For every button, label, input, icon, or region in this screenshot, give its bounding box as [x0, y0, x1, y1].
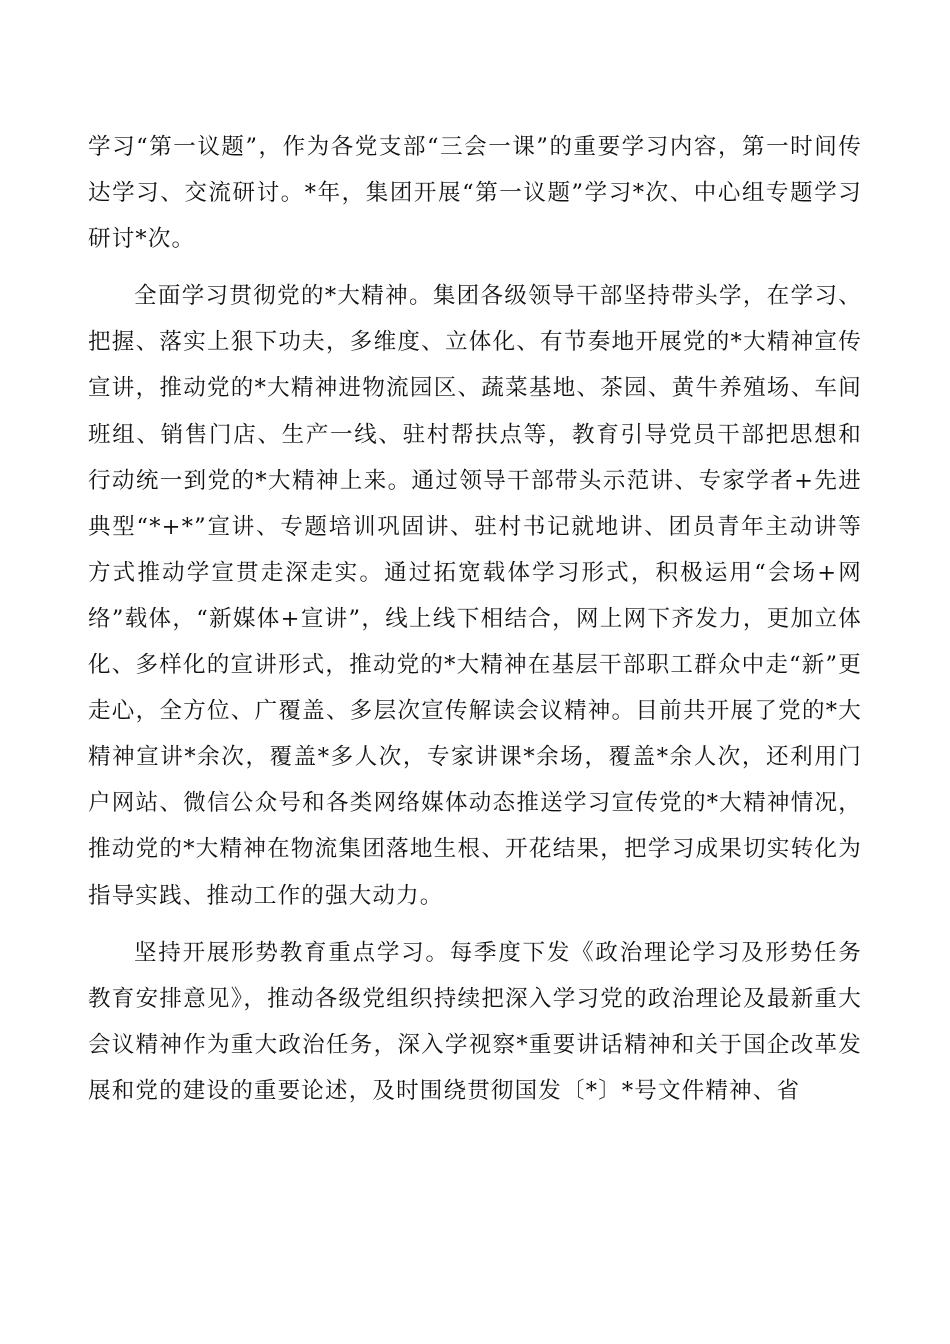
paragraph-party-congress-study: 全面学习贯彻党的*大精神。集团各级领导干部坚持带头学，在学习、把握、落实上狠下功夫，多维度、立体化、有节奏地开展党的*大精神宣传宣讲，推动党的*大精神进物流园区、蔬菜基地、茶园、黄牛养殖场、车间班组、销售门店、生产一线、驻村帮扶点等，教育引导党员干部把思想和行动统一到党的*大精神上来。通过领导干部带头示范讲、专家学者+先进典型“*+*”宣讲、专题培训巩固讲、驻村书记就地讲、团员青年主动讲等方式推动学宣贯走深走实。通过拓宽载体学习形式，积极运用“会场+网络”载体，“新媒体+宣讲”，线上线下相结合，网上网下齐发力，更加立体化、多样化的宣讲形式，推动党的*大精神在基层干部职工群众中走“新”更走心，全方位、广覆盖、多层次宣传解读会议精神。目前共开展了党的*大精神宣讲*余次，覆盖*多人次，专家讲课*余场，覆盖*余人次，还利用门户网站、微信公众号和各类网络媒体动态推送学习宣传党的*大精神情况，推动党的*大精神在物流集团落地生根、开花结果，把学习成果切实转化为指导实践、推动工作的强大动力。 — [88, 283, 862, 909]
paragraph-gap — [88, 919, 862, 930]
document-body — [88, 124, 862, 1114]
paragraph-continuation: 学习“第一议题”，作为各党支部“三会一课”的重要学习内容，第一时间传达学习、交流研讨。*年，集团开展“第一议题”学习*次、中心组专题学习研讨*次。 — [88, 134, 862, 253]
paragraph-gap — [88, 262, 862, 273]
paragraph-situation-education: 坚持开展形势教育重点学习。每季度下发《政治理论学习及形势任务教育安排意见》，推动各级党组织持续把深入学习党的政治理论及最新重大会议精神作为重大政治任务，深入学视察*重要讲话精神和关于国企改革发展和党的建设的重要论述，及时围绕贯彻国发〔*〕*号文件精神、省 — [88, 939, 862, 1104]
